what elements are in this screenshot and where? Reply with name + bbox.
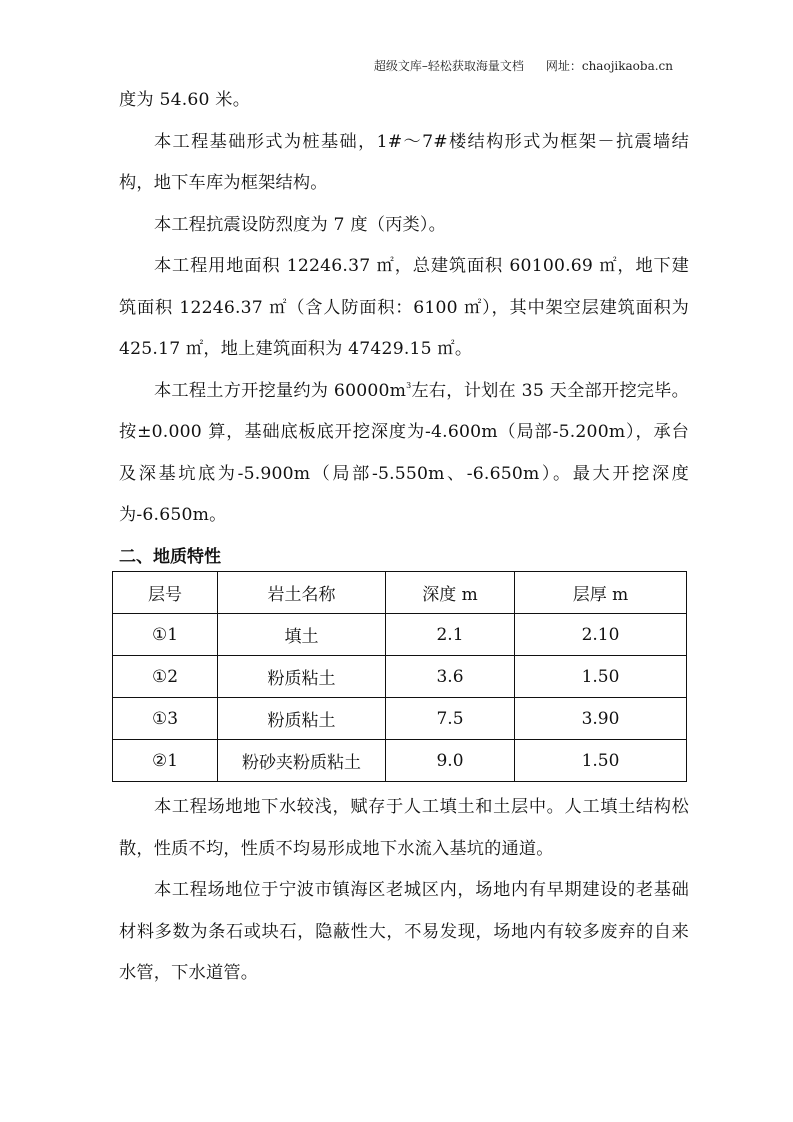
table-cell: ①3 bbox=[113, 698, 218, 740]
table-cell: 粉砂夹粉质粘土 bbox=[218, 740, 386, 782]
paragraph-structure: 本工程基础形式为桩基础，1#～7#楼结构形式为框架－抗震墙结构，地下车库为框架结构。 bbox=[119, 131, 689, 193]
page-header bbox=[374, 57, 673, 74]
table-header-row bbox=[113, 572, 687, 614]
table-row bbox=[113, 614, 687, 656]
paragraph-seismic: 本工程抗震设防烈度为 7 度（丙类）。 bbox=[154, 214, 447, 235]
table-cell: ①2 bbox=[113, 656, 218, 698]
table-cell: 填土 bbox=[218, 614, 386, 656]
site-name: 超级文库–轻松获取海量文档 bbox=[373, 59, 524, 73]
geology-table bbox=[112, 571, 687, 782]
table-cell: ②1 bbox=[113, 740, 218, 782]
table-cell: 粉质粘土 bbox=[218, 698, 386, 740]
section-title: 二、地质特性 bbox=[119, 546, 221, 567]
paragraph-excavation: 本工程土方开挖量约为 $60000m^3$左右，计划在 35 天全部开挖完毕。按±0.000 算，基础底板底开挖深度为-4.600m（局部-5.200m），承台及深基坑底为-5.900m（局部-5.550m、-6.650m）。最大开挖深度为-6.650m。 bbox=[119, 380, 689, 525]
header-cell: 深度 m bbox=[386, 572, 515, 614]
header-cell: 层号 bbox=[113, 572, 218, 614]
paragraph-height: 度为 54.60 米。 bbox=[119, 90, 251, 110]
site-url: 网址：chaojikaoba.cn bbox=[545, 59, 673, 73]
table-row bbox=[113, 656, 687, 698]
table-row bbox=[113, 698, 687, 740]
document-body bbox=[119, 80, 689, 577]
paragraph-area: 本工程用地面积 12246.37 ㎡，总建筑面积 60100.69 ㎡，地下建筑面积 12246.37 ㎡（含人防面积：6100 ㎡），其中架空层建筑面积为 425.17 ㎡，地上建筑面积为 47429.15 ㎡。 bbox=[119, 256, 689, 359]
table-cell: 1.50 bbox=[515, 740, 687, 782]
table-cell: 2.10 bbox=[515, 614, 687, 656]
table-cell: 3.6 bbox=[386, 656, 515, 698]
table-cell: ①1 bbox=[113, 614, 218, 656]
header-cell: 层厚 m bbox=[515, 572, 687, 614]
table-cell: 2.1 bbox=[386, 614, 515, 656]
table-cell: 7.5 bbox=[386, 698, 515, 740]
table-row bbox=[113, 740, 687, 782]
document-body-continued bbox=[119, 787, 689, 995]
paragraph-site-location: 本工程场地位于宁波市镇海区老城区内，场地内有早期建设的老基础材料多数为条石或块石，隐蔽性大，不易发现，场地内有较多废弃的自来水管，下水道管。 bbox=[119, 880, 689, 983]
table-cell: 1.50 bbox=[515, 656, 687, 698]
table-cell: 粉质粘土 bbox=[218, 656, 386, 698]
table-cell: 3.90 bbox=[515, 698, 687, 740]
paragraph-groundwater: 本工程场地地下水较浅，赋存于人工填土和土层中。人工填土结构松散，性质不均，性质不均易形成地下水流入基坑的通道。 bbox=[119, 797, 689, 859]
table-cell: 9.0 bbox=[386, 740, 515, 782]
header-cell: 岩土名称 bbox=[218, 572, 386, 614]
